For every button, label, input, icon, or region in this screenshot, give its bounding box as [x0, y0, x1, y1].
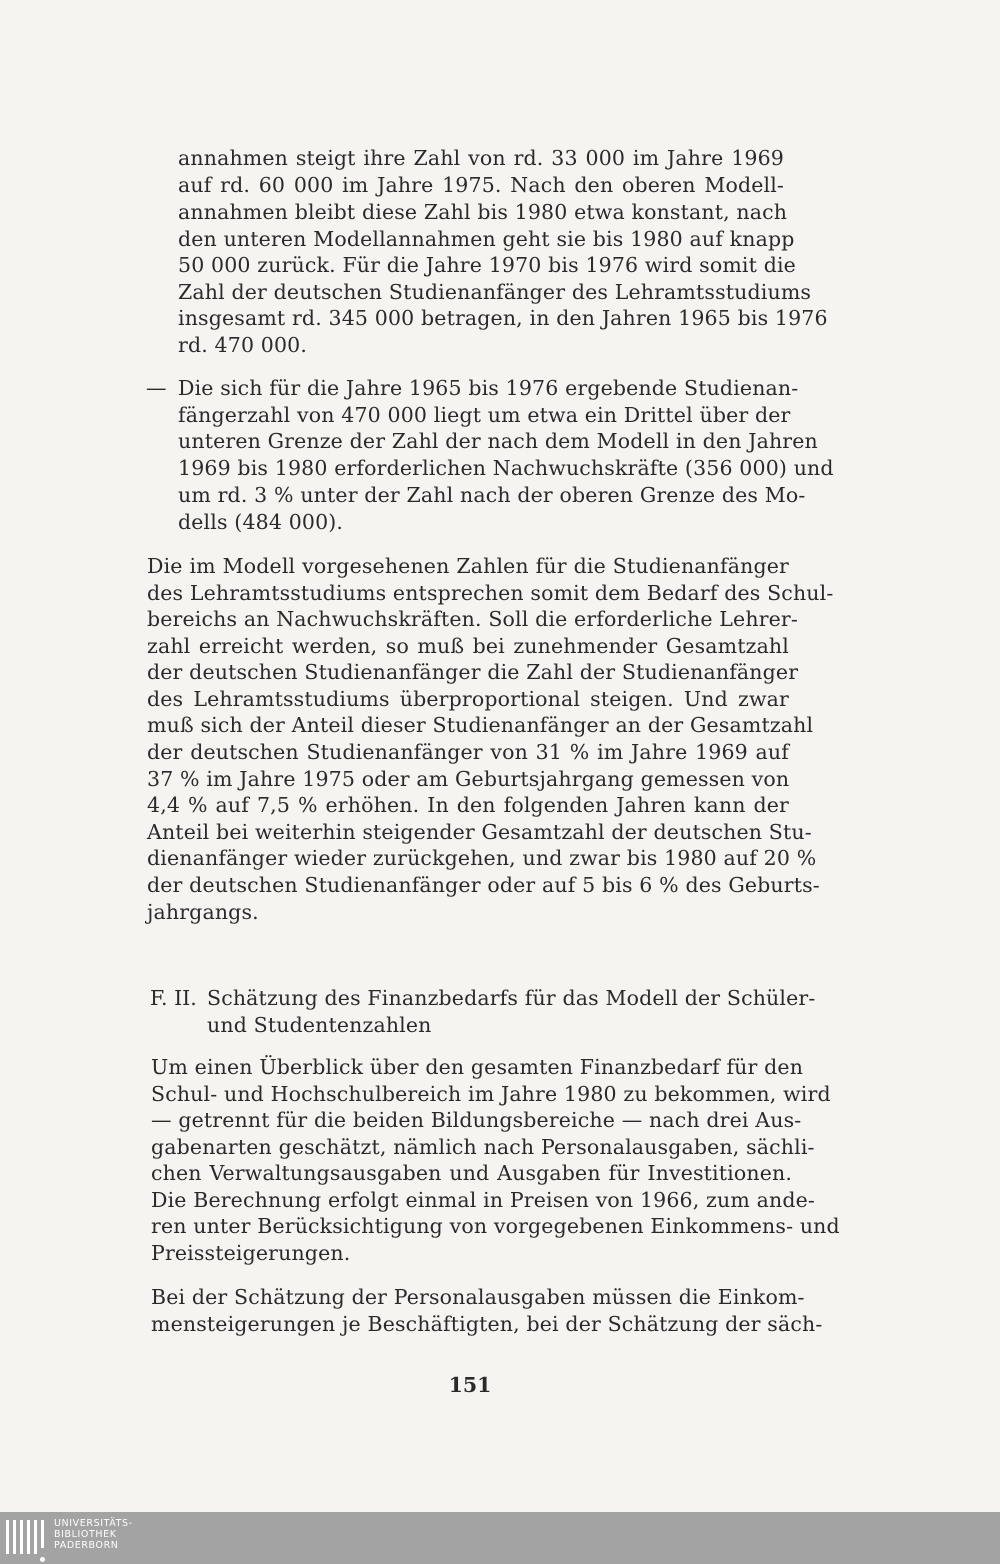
text-line: bereichs an Nachwuchskräften. Soll die erforderliche Lehrer- — [147, 607, 798, 631]
text-line: Die im Modell vorgesehenen Zahlen für die Studienanfänger — [147, 554, 789, 578]
text-line: muß sich der Anteil dieser Studienanfänger an der Gesamtzahl — [147, 713, 814, 737]
text-line: der deutschen Studienanfänger die Zahl der Studienanfänger — [147, 660, 799, 684]
text-line: der deutschen Studienanfänger von 31 % im Jahre 1969 auf — [147, 740, 789, 764]
page-number: 151 — [448, 1373, 492, 1397]
logo-line: UNIVERSITÄTS- — [54, 1518, 133, 1529]
library-logo-icon — [4, 1516, 48, 1560]
text-line: dienanfänger wieder zurückgehen, und zwar bis 1980 auf 20 % — [147, 846, 817, 870]
text-line: gabenarten geschätzt, nämlich nach Personalausgaben, sächli- — [151, 1135, 815, 1159]
text-line: der deutschen Studienanfänger oder auf 5 bis 6 % des Geburts- — [147, 873, 820, 897]
text-line: den unteren Modellannahmen geht sie bis 1980 auf knapp — [178, 227, 795, 251]
text-line: Bei der Schätzung der Personalausgaben müssen die Einkom- — [151, 1285, 805, 1309]
text-line: ren unter Berücksichtigung von vorgegebenen Einkommens- und — [151, 1214, 840, 1238]
footer-bar — [0, 1512, 1000, 1564]
text-line: annahmen steigt ihre Zahl von rd. 33 000 im Jahre 1969 — [178, 146, 784, 170]
heading-line: Schätzung des Finanzbedarfs für das Modell der Schüler- — [207, 986, 816, 1010]
text-line: des Lehramtsstudiums überproportional steigen. Und zwar — [147, 687, 789, 711]
text-line: Schul- und Hochschulbereich im Jahre 1980 zu bekommen, wird — [151, 1082, 831, 1106]
text-line: Zahl der deutschen Studienanfänger des Lehramtsstudiums — [178, 280, 812, 304]
text-line: 37 % im Jahre 1975 oder am Geburtsjahrgang gemessen von — [147, 767, 790, 791]
text-line: Die Berechnung erfolgt einmal in Preisen von 1966, zum ande- — [151, 1188, 815, 1212]
text-line: fängerzahl von 470 000 liegt um etwa ein Drittel über der — [178, 403, 791, 427]
text-line: Anteil bei weiterhin steigender Gesamtzahl der deutschen Stu- — [147, 820, 812, 844]
logo-line: PADERBORN — [54, 1540, 119, 1551]
text-line: chen Verwaltungsausgaben und Ausgaben für Investitionen. — [151, 1161, 792, 1185]
text-line: 1969 bis 1980 erforderlichen Nachwuchskräfte (356 000) und — [178, 456, 834, 480]
text-line: jahrgangs. — [147, 900, 259, 924]
heading-line: und Studentenzahlen — [207, 1013, 432, 1037]
text-line: des Lehramtsstudiums entsprechen somit dem Bedarf des Schul- — [147, 581, 834, 605]
text-line: Um einen Überblick über den gesamten Finanzbedarf für den — [151, 1055, 804, 1079]
logo-line: BIBLIOTHEK — [54, 1529, 117, 1540]
text-line: um rd. 3 % unter der Zahl nach der oberen Grenze des Mo- — [178, 483, 806, 507]
text-line: — getrennt für die beiden Bildungsbereiche — nach drei Aus- — [151, 1108, 802, 1132]
library-logo-text — [54, 1518, 133, 1551]
text-line: auf rd. 60 000 im Jahre 1975. Nach den oberen Modell- — [178, 173, 784, 197]
text-line: mensteigerungen je Beschäftigten, bei der Schätzung der säch- — [151, 1312, 823, 1336]
text-line: Preissteigerungen. — [151, 1241, 351, 1265]
section-number: F. II. — [150, 986, 197, 1010]
text-line: zahl erreicht werden, so muß bei zunehmender Gesamtzahl — [147, 634, 789, 658]
text-line: dells (484 000). — [178, 510, 344, 534]
text-line: unteren Grenze der Zahl der nach dem Modell in den Jahren — [178, 429, 818, 453]
text-line: insgesamt rd. 345 000 betragen, in den Jahren 1965 bis 1976 — [178, 306, 828, 330]
text-line: annahmen bleibt diese Zahl bis 1980 etwa konstant, nach — [178, 200, 788, 224]
bullet-dash: — — [146, 376, 167, 400]
text-line: Die sich für die Jahre 1965 bis 1976 ergebende Studienan- — [178, 376, 799, 400]
text-line: 50 000 zurück. Für die Jahre 1970 bis 1976 wird somit die — [178, 253, 796, 277]
text-line: 4,4 % auf 7,5 % erhöhen. In den folgenden Jahren kann der — [147, 793, 789, 817]
text-line: rd. 470 000. — [178, 333, 308, 357]
